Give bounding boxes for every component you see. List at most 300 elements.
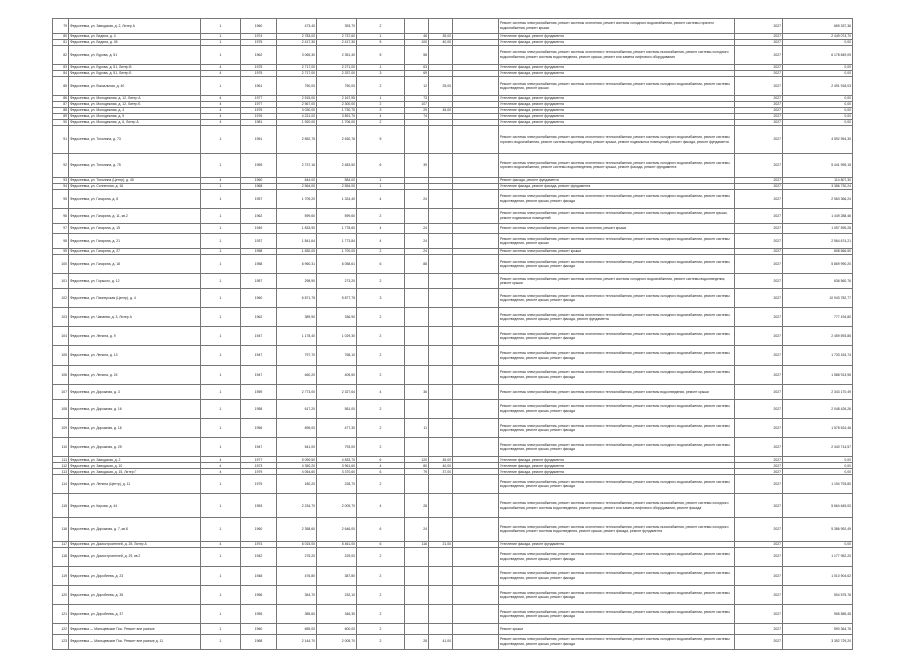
row-spacer bbox=[453, 189, 499, 208]
row-residents: 29 bbox=[405, 108, 429, 114]
row-area: 1 709,20 bbox=[277, 189, 317, 208]
row-wear bbox=[429, 189, 453, 208]
row-living-area: 477,30 bbox=[317, 418, 357, 437]
row-area: 1 920,00 bbox=[277, 120, 317, 126]
row-apartments: 1 bbox=[357, 183, 405, 189]
row-year: 1973 bbox=[241, 463, 277, 469]
row-year: 1958 bbox=[241, 399, 277, 418]
row-work-types: Утепление фасада, ремонт фундамента bbox=[499, 120, 735, 126]
row-apartments: 5 bbox=[357, 45, 405, 64]
row-planned-year: 2027 bbox=[735, 126, 783, 154]
row-number: 116 bbox=[53, 518, 69, 542]
row-wear bbox=[429, 234, 453, 249]
row-apartments: 5 bbox=[357, 126, 405, 154]
row-work-types: Ремонт системы электроснабжения, ремонт системы отопления и теплоснабжения, ремонт системы холодного водоснабжения, ремонт системы водоотведения, ремонт крыши, ремонт фасада bbox=[499, 418, 735, 437]
row-number: 117 bbox=[53, 541, 69, 547]
row-wear bbox=[429, 154, 453, 178]
row-wear bbox=[429, 494, 453, 518]
row-living-area: 1 706,00 bbox=[317, 120, 357, 126]
row-area: 4 350,20 bbox=[277, 463, 317, 469]
row-cost: 5 441 995,15 bbox=[783, 154, 853, 178]
row-area: 275,20 bbox=[277, 547, 317, 566]
row-spacer bbox=[453, 76, 499, 95]
row-wear bbox=[429, 346, 453, 365]
row-residents: 120 bbox=[405, 457, 429, 463]
row-residents bbox=[405, 126, 429, 154]
row-living-area: 600,00 bbox=[317, 624, 357, 634]
row-apartments: 2 bbox=[357, 475, 405, 494]
row-wear bbox=[429, 518, 453, 542]
row-wear bbox=[429, 624, 453, 634]
row-spacer bbox=[453, 19, 499, 34]
row-cost: 1 177 952,20 bbox=[783, 547, 853, 566]
row-work-types: Утепление фасада, ремонт фундамента bbox=[499, 541, 735, 547]
row-spacer bbox=[453, 418, 499, 437]
row-wear bbox=[429, 126, 453, 154]
row-living-area: 3 961,60 bbox=[317, 463, 357, 469]
row-cost: 808 566,50 bbox=[783, 248, 853, 254]
row-cost: 0,00 bbox=[783, 114, 853, 120]
row-area: 750,00 bbox=[277, 76, 317, 95]
row-year: 1977 bbox=[241, 457, 277, 463]
row-area: 1 830,00 bbox=[277, 248, 317, 254]
row-apartments: 2 bbox=[357, 399, 405, 418]
row-area: 5 090,50 bbox=[277, 457, 317, 463]
row-planned-year: 2027 bbox=[735, 463, 783, 469]
row-work-types: Ремонт системы электроснабжения, ремонт системы отопления и теплоснабжения, ремонт системы холодного водоснабжения, ремонт системы водоотведения, ремонт крыши, ремонт фасада bbox=[499, 399, 735, 418]
row-spacer bbox=[453, 585, 499, 604]
row-address: Федосеевка, ул. Молодежная, д. 12, Литер Б bbox=[69, 102, 201, 108]
row-number: 98 bbox=[53, 234, 69, 249]
row-residents: 28 bbox=[405, 634, 429, 649]
row-wear bbox=[429, 399, 453, 418]
row-address: Федосеевка, ул. Домостроителей, д. 25, Литер А bbox=[69, 541, 201, 547]
row-area: 2 144,70 bbox=[277, 634, 317, 649]
row-work-types: Ремонт системы электроснабжения, ремонт системы отопления и теплоснабжения, ремонт системы газоснабжения, ремонт системы холодного водоснабжения, ремонт системы водоотведения, ремонт крыши, ремонт фасада, ремонт фундамента bbox=[499, 518, 735, 542]
row-floors: 1 bbox=[201, 154, 241, 178]
row-address: Федосеевка, ул. Молодежная, д. 5 bbox=[69, 114, 201, 120]
row-address: Федосеевка, ул. Бурова, д. 51 bbox=[69, 45, 201, 64]
row-cost: 0,00 bbox=[783, 102, 853, 108]
table-row bbox=[53, 566, 853, 585]
row-address: Федосеевка, ул. Дорожная, д. 3 bbox=[69, 384, 201, 399]
row-apartments: 6 bbox=[357, 457, 405, 463]
row-wear bbox=[429, 327, 453, 346]
row-residents bbox=[405, 605, 429, 624]
row-residents: 24 bbox=[405, 189, 429, 208]
row-apartments: 2 bbox=[357, 624, 405, 634]
row-work-types: Ремонт системы электроснабжения, ремонт системы отопления и теплоснабжения, ремонт системы холодного водоснабжения, ремонт системы водоотведения, ремонт крыши, ремонт фасада bbox=[499, 254, 735, 273]
row-area: 2 737,16 bbox=[277, 154, 317, 178]
row-number: 108 bbox=[53, 399, 69, 418]
row-floors: 1 bbox=[201, 475, 241, 494]
row-year: 1962 bbox=[241, 308, 277, 327]
row-spacer bbox=[453, 384, 499, 399]
row-area: 2 564,00 bbox=[277, 183, 317, 189]
row-floors: 1 bbox=[201, 76, 241, 95]
row-work-types: Ремонт системы электроснабжения, ремонт системы отопления и теплоснабжения, ремонт системы газоснабжения, ремонт системы холодного водоснабжения, ремонт системы водоотведения, ремонт крыши, ремонт или замена лифтового оборудования bbox=[499, 45, 735, 64]
row-cost: 1 449 288,46 bbox=[783, 208, 853, 223]
row-cost: 3 386 730,24 bbox=[783, 183, 853, 189]
row-number: 118 bbox=[53, 547, 69, 566]
row-address: Федосеевка, ул. Гагарина, д. 27 bbox=[69, 248, 201, 254]
row-year: 1951 bbox=[241, 126, 277, 154]
row-residents: 73 bbox=[405, 96, 429, 102]
row-floors: 1 bbox=[201, 254, 241, 273]
row-residents bbox=[405, 327, 429, 346]
row-area: 385,60 bbox=[277, 605, 317, 624]
row-area: 1 833,90 bbox=[277, 223, 317, 233]
row-year: 1974 bbox=[241, 541, 277, 547]
row-address: Федосеевка, ул. Гагарина, д. 21 bbox=[69, 234, 201, 249]
row-cost: 0,00 bbox=[783, 64, 853, 70]
row-floors: 4 bbox=[201, 96, 241, 102]
row-year: 1975 bbox=[241, 70, 277, 76]
row-planned-year: 2027 bbox=[735, 254, 783, 273]
row-residents bbox=[405, 274, 429, 289]
row-planned-year: 2027 bbox=[735, 384, 783, 399]
row-address: Федосеевка, ул. Молодежная, д. 4 bbox=[69, 108, 201, 114]
table-row bbox=[53, 475, 853, 494]
row-number: 102 bbox=[53, 288, 69, 307]
row-number: 114 bbox=[53, 475, 69, 494]
row-area: 460,20 bbox=[277, 365, 317, 384]
row-year: 1953 bbox=[241, 494, 277, 518]
row-cost: 504 575,76 bbox=[783, 585, 853, 604]
row-floors: 1 bbox=[201, 438, 241, 457]
row-area: 2 717,00 bbox=[277, 70, 317, 76]
row-wear: 45,00 bbox=[429, 457, 453, 463]
row-residents: 116 bbox=[405, 541, 429, 547]
row-work-types: Ремонт системы электроснабжения, ремонт системы отопления и теплоснабжения, ремонт системы холодного водоснабжения, ремонт системы водоотведения, ремонт крыши, ремонт фасада bbox=[499, 365, 735, 384]
row-cost: 2 459 593,85 bbox=[783, 327, 853, 346]
row-residents: 80 bbox=[405, 463, 429, 469]
row-address: Федосеевка, ул. Гагарина, д. 11, кв.2 bbox=[69, 208, 201, 223]
row-planned-year: 2027 bbox=[735, 457, 783, 463]
row-wear bbox=[429, 274, 453, 289]
row-floors: 1 bbox=[201, 624, 241, 634]
row-apartments: 1 bbox=[357, 33, 405, 39]
row-address: Федосеевка, ул. Гагарина, д. 18 bbox=[69, 254, 201, 273]
row-number: 81 bbox=[53, 39, 69, 45]
table-row bbox=[53, 494, 853, 518]
row-area: 2 567,00 bbox=[277, 102, 317, 108]
row-cost: 6 178 849,09 bbox=[783, 45, 853, 64]
row-year: 1960 bbox=[241, 177, 277, 183]
row-planned-year: 2027 bbox=[735, 346, 783, 365]
row-residents: 63 bbox=[405, 64, 429, 70]
row-wear bbox=[429, 208, 453, 223]
row-spacer bbox=[453, 327, 499, 346]
row-planned-year: 2027 bbox=[735, 96, 783, 102]
row-apartments: 2 bbox=[357, 76, 405, 95]
row-apartments: 2 bbox=[357, 634, 405, 649]
row-year: 1977 bbox=[241, 102, 277, 108]
row-year: 1942 bbox=[241, 547, 277, 566]
row-floors: 1 bbox=[201, 33, 241, 39]
table-row bbox=[53, 438, 853, 457]
row-work-types: Ремонт системы электроснабжения, ремонт системы отопления, ремонт системы холодного водоснабжения, ремонт системы горячего водоснабжения, ремонт крыши bbox=[499, 19, 735, 34]
row-planned-year: 2027 bbox=[735, 494, 783, 518]
row-residents bbox=[405, 308, 429, 327]
row-address: Федосеевка, ул. Дорожная, д. 25 bbox=[69, 438, 201, 457]
row-year: 1948 bbox=[241, 566, 277, 585]
row-residents: 100 bbox=[405, 39, 429, 45]
row-year: 1977 bbox=[241, 96, 277, 102]
row-floors: 4 bbox=[201, 541, 241, 547]
row-apartments: 4 bbox=[357, 114, 405, 120]
table-row bbox=[53, 308, 853, 327]
row-spacer bbox=[453, 624, 499, 634]
row-area: 644,00 bbox=[277, 177, 317, 183]
row-number: 104 bbox=[53, 327, 69, 346]
row-wear: 35,00 bbox=[429, 33, 453, 39]
row-apartments: 4 bbox=[357, 384, 405, 399]
row-area: 617,20 bbox=[277, 399, 317, 418]
row-residents: 24 bbox=[405, 234, 429, 249]
row-area: 797,70 bbox=[277, 346, 317, 365]
row-cost: 590 364,76 bbox=[783, 624, 853, 634]
row-address: Федосеевка, ул. Доробеева, д. 35 bbox=[69, 585, 201, 604]
row-year: 1976 bbox=[241, 114, 277, 120]
row-planned-year: 2027 bbox=[735, 102, 783, 108]
row-planned-year: 2027 bbox=[735, 108, 783, 114]
row-residents: 46 bbox=[405, 33, 429, 39]
row-spacer bbox=[453, 254, 499, 273]
row-living-area: 2 483,50 bbox=[317, 154, 357, 178]
row-cost: 5 664 645,00 bbox=[783, 494, 853, 518]
row-floors: 4 bbox=[201, 70, 241, 76]
row-work-types: Утепление фасада, ремонт фундамента bbox=[499, 33, 735, 39]
row-work-types: Ремонт системы электроснабжения, ремонт системы отопления и теплоснабжения, ремонт системы газоснабжения, ремонт системы холодного водоснабжения, ремонт системы водоотведения, ремонт крыши, ремонт или замена лифтового оборудования, ремонт фасада bbox=[499, 494, 735, 518]
row-area: 2 717,00 bbox=[277, 64, 317, 70]
row-work-types: Ремонт фасада, ремонт фундамента bbox=[499, 177, 735, 183]
row-address: Федосеевка, ул. Бурова, д. 51, Литер В bbox=[69, 64, 201, 70]
row-residents bbox=[405, 475, 429, 494]
row-work-types: Ремонт системы электроснабжения, ремонт системы отопления и теплоснабжения, ремонт системы холодного водоснабжения, ремонт системы водоотведения, ремонт крыши, ремонт фасада bbox=[499, 288, 735, 307]
row-address: Федосеевка, ул. Доробеева, д. 37 bbox=[69, 605, 201, 624]
row-spacer bbox=[453, 518, 499, 542]
row-cost: 1 194 793,80 bbox=[783, 475, 853, 494]
row-area: 2 417,30 bbox=[277, 39, 317, 45]
row-year: 1957 bbox=[241, 274, 277, 289]
row-cost: 3 352 729,20 bbox=[783, 634, 853, 649]
row-address: Федосеевка — Мальцевские Пос. Ремонт вне разные bbox=[69, 624, 201, 634]
row-number: 121 bbox=[53, 605, 69, 624]
row-apartments: 2 bbox=[357, 585, 405, 604]
row-work-types: Утепление фасада, ремонт фундамента bbox=[499, 102, 735, 108]
row-apartments: 4 bbox=[357, 494, 405, 518]
row-year: 1958 bbox=[241, 248, 277, 254]
row-address: Федосеевка, ул. Солнечная, д. 16 bbox=[69, 183, 201, 189]
row-floors: 1 bbox=[201, 248, 241, 254]
row-floors: 1 bbox=[201, 634, 241, 649]
row-floors: 4 bbox=[201, 463, 241, 469]
row-living-area: 2 337,00 bbox=[317, 70, 357, 76]
row-work-types: Ремонт системы электроснабжения, ремонт крыши bbox=[499, 248, 735, 254]
row-area: 2 783,00 bbox=[277, 33, 317, 39]
row-area: 695,00 bbox=[277, 418, 317, 437]
row-address: Федосеевка, ул. Дорожная, д. 16 bbox=[69, 399, 201, 418]
row-number: 92 bbox=[53, 154, 69, 178]
row-number: 83 bbox=[53, 64, 69, 70]
row-cost: 0,00 bbox=[783, 108, 853, 114]
row-cost: 965 585,45 bbox=[783, 605, 853, 624]
row-apartments: 4 bbox=[357, 223, 405, 233]
row-residents: 69 bbox=[405, 70, 429, 76]
row-spacer bbox=[453, 45, 499, 64]
row-apartments: 4 bbox=[357, 189, 405, 208]
row-planned-year: 2027 bbox=[735, 438, 783, 457]
row-address: Федосеевка, ул. Ленина, д. 13 bbox=[69, 346, 201, 365]
row-cost: 2 563 366,24 bbox=[783, 189, 853, 208]
row-work-types: Ремонт системы электроснабжения, ремонт системы отопления и теплоснабжения, ремонт системы холодного водоснабжения, ремонт системы водоотведения, ремонт крыши, ремонт фасада bbox=[499, 438, 735, 457]
row-work-types: Ремонт системы электроснабжения, ремонт системы отопления и теплоснабжения, ремонт системы холодного водоснабжения, ремонт системы водоотведения, ремонт крыши, ремонт фасада bbox=[499, 327, 735, 346]
row-wear bbox=[429, 365, 453, 384]
row-apartments: 1 bbox=[357, 177, 405, 183]
row-wear bbox=[429, 418, 453, 437]
row-year: 1947 bbox=[241, 327, 277, 346]
row-floors: 1 bbox=[201, 189, 241, 208]
row-number: 82 bbox=[53, 45, 69, 64]
row-work-types: Ремонт системы электроснабжения, ремонт системы отопления и теплоснабжения, ремонт системы холодного водоснабжения, ремонт системы горячего водоснабжения, ремонт системы водоотведения, ремонт крыши, ремонт фасада, ремонт фундамента bbox=[499, 154, 735, 178]
row-number: 110 bbox=[53, 438, 69, 457]
row-residents: 58 bbox=[405, 45, 429, 64]
row-living-area: 228,70 bbox=[317, 475, 357, 494]
row-planned-year: 2027 bbox=[735, 70, 783, 76]
row-planned-year: 2027 bbox=[735, 541, 783, 547]
row-address: Федосеевка, ул. Бедина, д. 4 bbox=[69, 33, 201, 39]
row-spacer bbox=[453, 234, 499, 249]
row-number: 84 bbox=[53, 70, 69, 76]
row-planned-year: 2027 bbox=[735, 248, 783, 254]
row-living-area: 768,10 bbox=[317, 346, 357, 365]
row-floors: 1 bbox=[201, 399, 241, 418]
row-spacer bbox=[453, 605, 499, 624]
row-planned-year: 2027 bbox=[735, 327, 783, 346]
row-year: 1968 bbox=[241, 634, 277, 649]
row-cost: 114 807,30 bbox=[783, 177, 853, 183]
row-wear bbox=[429, 384, 453, 399]
row-apartments: 2 bbox=[357, 566, 405, 585]
row-living-area: 2 737,60 bbox=[317, 33, 357, 39]
row-address: Федосеевка, ул. Гагарина, д. 15 bbox=[69, 223, 201, 233]
row-number: 85 bbox=[53, 76, 69, 95]
row-residents bbox=[405, 566, 429, 585]
row-floors: 1 bbox=[201, 418, 241, 437]
row-spacer bbox=[453, 365, 499, 384]
row-work-types: Утепление фасада, ремонт фасада, ремонт фундамента bbox=[499, 183, 735, 189]
row-year: 1975 bbox=[241, 64, 277, 70]
row-number: 123 bbox=[53, 634, 69, 649]
row-year: 1981 bbox=[241, 120, 277, 126]
row-number: 112 bbox=[53, 463, 69, 469]
row-spacer bbox=[453, 308, 499, 327]
row-area: 655,00 bbox=[277, 624, 317, 634]
row-apartments: 2 bbox=[357, 308, 405, 327]
row-address: Федосеевка, ул. Тополина (Центр), д. 45 bbox=[69, 177, 201, 183]
row-living-area: 551,00 bbox=[317, 399, 357, 418]
row-living-area: 1 324,40 bbox=[317, 189, 357, 208]
row-floors: 1 bbox=[201, 45, 241, 64]
row-year: 1956 bbox=[241, 585, 277, 604]
row-area: 4 221,00 bbox=[277, 114, 317, 120]
table-row bbox=[53, 189, 853, 208]
row-living-area: 2 646,00 bbox=[317, 518, 357, 542]
table-row bbox=[53, 634, 853, 649]
row-apartments: 1 bbox=[357, 64, 405, 70]
row-address: Федосеевка, ул. Заводская, д. 2, Литер А bbox=[69, 19, 201, 34]
row-apartments: 4 bbox=[357, 463, 405, 469]
row-number: 120 bbox=[53, 585, 69, 604]
row-planned-year: 2027 bbox=[735, 120, 783, 126]
row-floors: 1 bbox=[201, 384, 241, 399]
row-year: 1961 bbox=[241, 76, 277, 95]
row-cost: 669 337,36 bbox=[783, 19, 853, 34]
row-living-area: 3 891,70 bbox=[317, 114, 357, 120]
row-apartments: 2 bbox=[357, 208, 405, 223]
row-living-area: 3 370,60 bbox=[317, 469, 357, 475]
row-living-area: 5 877,75 bbox=[317, 288, 357, 307]
row-spacer bbox=[453, 399, 499, 418]
row-apartments: 6 bbox=[357, 254, 405, 273]
table-row bbox=[53, 346, 853, 365]
row-year: 1947 bbox=[241, 365, 277, 384]
row-area: 298,90 bbox=[277, 274, 317, 289]
row-residents: 107 bbox=[405, 102, 429, 108]
row-work-types: Ремонт системы электроснабжения, ремонт системы отопления и теплоснабжения, ремонт системы холодного водоснабжения, ремонт системы водоотведения, ремонт крыши, ремонт фасада bbox=[499, 605, 735, 624]
row-living-area: 5 461,00 bbox=[317, 541, 357, 547]
row-cost: 2 340 714,57 bbox=[783, 438, 853, 457]
row-cost: 636 560,76 bbox=[783, 274, 853, 289]
row-year: 1962 bbox=[241, 45, 277, 64]
row-cost: 1 578 524,46 bbox=[783, 418, 853, 437]
row-floors: 1 bbox=[201, 183, 241, 189]
row-wear: 21,00 bbox=[429, 541, 453, 547]
row-residents: 24 bbox=[405, 248, 429, 254]
row-living-area: 2 554,00 bbox=[317, 183, 357, 189]
row-number: 113 bbox=[53, 469, 69, 475]
row-floors: 1 bbox=[201, 308, 241, 327]
row-planned-year: 2027 bbox=[735, 605, 783, 624]
row-number: 97 bbox=[53, 223, 69, 233]
row-area: 2 515,00 bbox=[277, 96, 317, 102]
row-address: Федосеевка, ул. Кирова, д. 44 bbox=[69, 494, 201, 518]
row-floors: 4 bbox=[201, 114, 241, 120]
row-address: Федосеевка, ул. Дорожная, д. 16 bbox=[69, 418, 201, 437]
row-floors: 1 bbox=[201, 518, 241, 542]
row-wear: 25,00 bbox=[429, 76, 453, 95]
row-planned-year: 2027 bbox=[735, 274, 783, 289]
row-address: Федосеевка, ул. Тополина, д. 73 bbox=[69, 126, 201, 154]
row-address: Федосеевка, ул. Дорожная, д. 7, кв.8 bbox=[69, 518, 201, 542]
housing-repair-table bbox=[52, 18, 853, 650]
row-work-types: Утепление фасада, ремонт фундамента bbox=[499, 463, 735, 469]
row-planned-year: 2027 bbox=[735, 189, 783, 208]
row-apartments: 2 bbox=[357, 327, 405, 346]
row-area: 599,60 bbox=[277, 208, 317, 223]
row-apartments: 2 bbox=[357, 365, 405, 384]
row-apartments: 2 bbox=[357, 19, 405, 34]
table-body bbox=[53, 19, 853, 650]
table-row bbox=[53, 19, 853, 34]
row-floors: 1 bbox=[201, 566, 241, 585]
row-cost: 10 943 782,77 bbox=[783, 288, 853, 307]
row-apartments: 6 bbox=[357, 518, 405, 542]
row-apartments: 5 bbox=[357, 39, 405, 45]
row-planned-year: 2027 bbox=[735, 365, 783, 384]
row-year: 1975 bbox=[241, 108, 277, 114]
